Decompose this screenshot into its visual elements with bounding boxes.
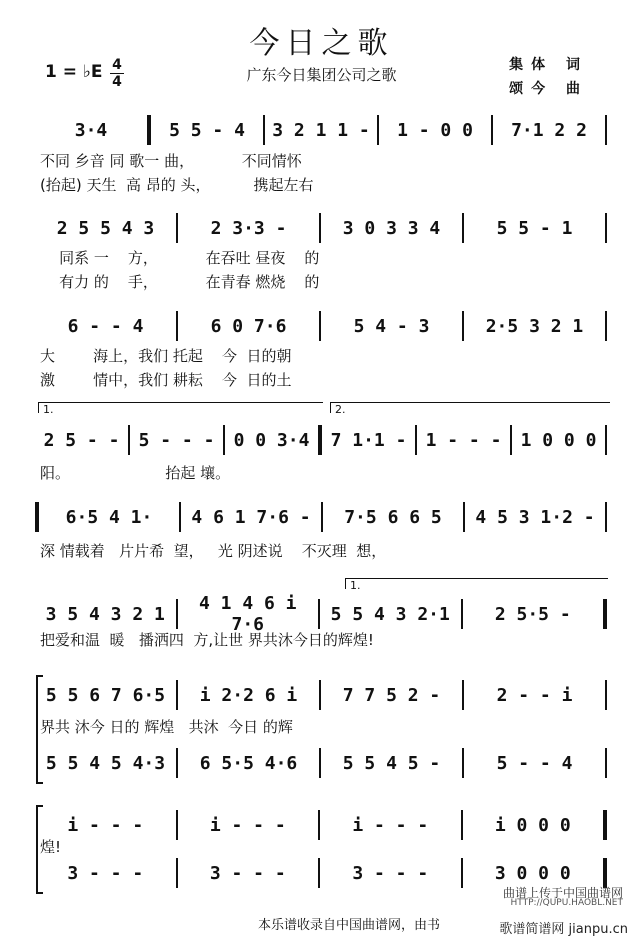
lyric-line: 阳。 抬起 壤。 xyxy=(40,464,231,482)
measure: 4 1 4 6 i 7·6 xyxy=(198,593,297,635)
lyric-line: (抬起) 天生 高 昂的 头， 携起左右 xyxy=(40,176,314,194)
song-title: 今日之歌 xyxy=(249,26,394,61)
measure: 4 5 3 1·2 - xyxy=(475,506,595,528)
measure: 0 0 3·4 xyxy=(233,429,310,451)
second-ending-bracket: 2. xyxy=(330,402,610,413)
time-signature-bottom: 4 xyxy=(112,74,122,90)
lyric-line: 大 海上，我们 托起 今 日的朝 xyxy=(40,347,292,365)
measure: 2 5·5 - xyxy=(494,603,571,625)
measure: 5 5 6 7 6·5 xyxy=(45,684,166,706)
time-signature xyxy=(110,58,124,89)
watermark-url: HTTP://QUPU.HAOBL.NET xyxy=(510,898,623,908)
measure: 7·1 2 2 xyxy=(511,119,587,141)
notation-row-2 xyxy=(35,213,607,243)
measure: 5 - - - xyxy=(138,429,215,451)
measure: 3 - - - xyxy=(209,862,286,884)
measure: 6·5 4 1· xyxy=(65,506,153,528)
notation-row-7 xyxy=(35,680,607,710)
barline xyxy=(605,502,607,532)
measure: 5 5 - 4 xyxy=(169,119,245,141)
notation-row-5 xyxy=(35,502,607,532)
measure: 3 5 4 3 2 1 xyxy=(45,603,165,625)
measure: 1 - - - xyxy=(425,429,502,451)
notation-row-1 xyxy=(35,115,607,145)
measure: 2 5 5 4 3 xyxy=(56,217,155,239)
measure: 6 - - 4 xyxy=(67,315,144,337)
lyric-line: 不同 乡音 同 歌一 曲， 不同情怀 xyxy=(40,152,302,170)
lyric-line: 有力 的 手， 在青春 燃烧 的 xyxy=(40,273,320,291)
measure: 7 1·1 - xyxy=(330,429,407,451)
measure: 3·4 xyxy=(74,119,108,141)
measure: i - - - xyxy=(209,814,286,836)
measure: 6 5·5 4·6 xyxy=(199,752,298,774)
measure: 1 0 0 0 xyxy=(520,429,597,451)
lyric-line: 深 情载着 片片希 望， 光 阴述说 不灭理 想， xyxy=(40,542,387,560)
lyric-line: 煌! xyxy=(40,838,62,856)
watermark-text: 曲谱上传于中国曲谱网 xyxy=(502,886,623,900)
first-ending-bracket: 1. xyxy=(38,402,323,413)
measure: 7·5 6 6 5 xyxy=(344,506,442,528)
barline xyxy=(605,680,607,710)
lyric-line: 同系 一 方， 在吞吐 昼夜 的 xyxy=(40,249,320,267)
measure: 3 - - - xyxy=(352,862,429,884)
measure: 2·5 3 2 1 xyxy=(485,315,584,337)
measure: 5 5 4 3 2·1 xyxy=(330,603,450,625)
time-signature-top: 4 xyxy=(112,57,122,73)
measure: i 2·2 6 i xyxy=(199,684,298,706)
measure: 5 5 - 1 xyxy=(496,217,573,239)
measure: 3 0 3 3 4 xyxy=(342,217,441,239)
notation-row-3 xyxy=(35,311,607,341)
composer-credit: 颂今 曲 xyxy=(509,81,588,97)
measure: 6 0 7·6 xyxy=(210,315,287,337)
song-subtitle: 广东今日集团公司之歌 xyxy=(246,66,397,84)
measure: 2 5 - - xyxy=(43,429,120,451)
barline xyxy=(605,213,607,243)
measure: 2 - - i xyxy=(496,684,573,706)
barline xyxy=(605,748,607,778)
barline xyxy=(605,311,607,341)
measure: 4 6 1 7·6 - xyxy=(191,506,311,528)
measure: 3 0 0 0 xyxy=(494,862,571,884)
measure: 5 5 4 5 4·3 xyxy=(45,752,166,774)
measure: 5 - - 4 xyxy=(496,752,573,774)
repeat-end-barline xyxy=(603,599,607,629)
lyric-line: 把爱和温 暖 播洒四 方,让世 界共沐今日的辉煌! xyxy=(40,631,374,649)
measure: 1 - 0 0 xyxy=(397,119,473,141)
footer-note: 本乐谱收录自中国曲谱网，由书 xyxy=(257,918,440,933)
measure: 2 3·3 - xyxy=(210,217,287,239)
lyric-line: 界共 沐今 日的 辉煌 共沐 今日 的辉 xyxy=(40,718,293,736)
first-ending-bracket: 1. xyxy=(345,578,608,589)
measure: i 0 0 0 xyxy=(494,814,571,836)
measure: i - - - xyxy=(67,814,144,836)
measure: 5 5 4 5 - xyxy=(342,752,441,774)
measure: 7 7 5 2 - xyxy=(342,684,441,706)
measure: 3 - - - xyxy=(67,862,144,884)
barline xyxy=(605,425,607,455)
lyricist-credit: 集体 词 xyxy=(509,57,588,73)
notation-row-8 xyxy=(35,748,607,778)
watermark-site: 歌谱简谱网 jianpu.cn xyxy=(499,922,628,937)
lyric-line: 激 情中，我们 耕耘 今 日的土 xyxy=(40,371,292,389)
measure: i - - - xyxy=(352,814,429,836)
key-signature: 1 = ♭E xyxy=(45,62,103,82)
notation-row-4 xyxy=(35,425,607,455)
barline xyxy=(605,115,607,145)
measure: 3 2 1 1 - xyxy=(272,119,370,141)
measure: 5 4 - 3 xyxy=(353,315,430,337)
